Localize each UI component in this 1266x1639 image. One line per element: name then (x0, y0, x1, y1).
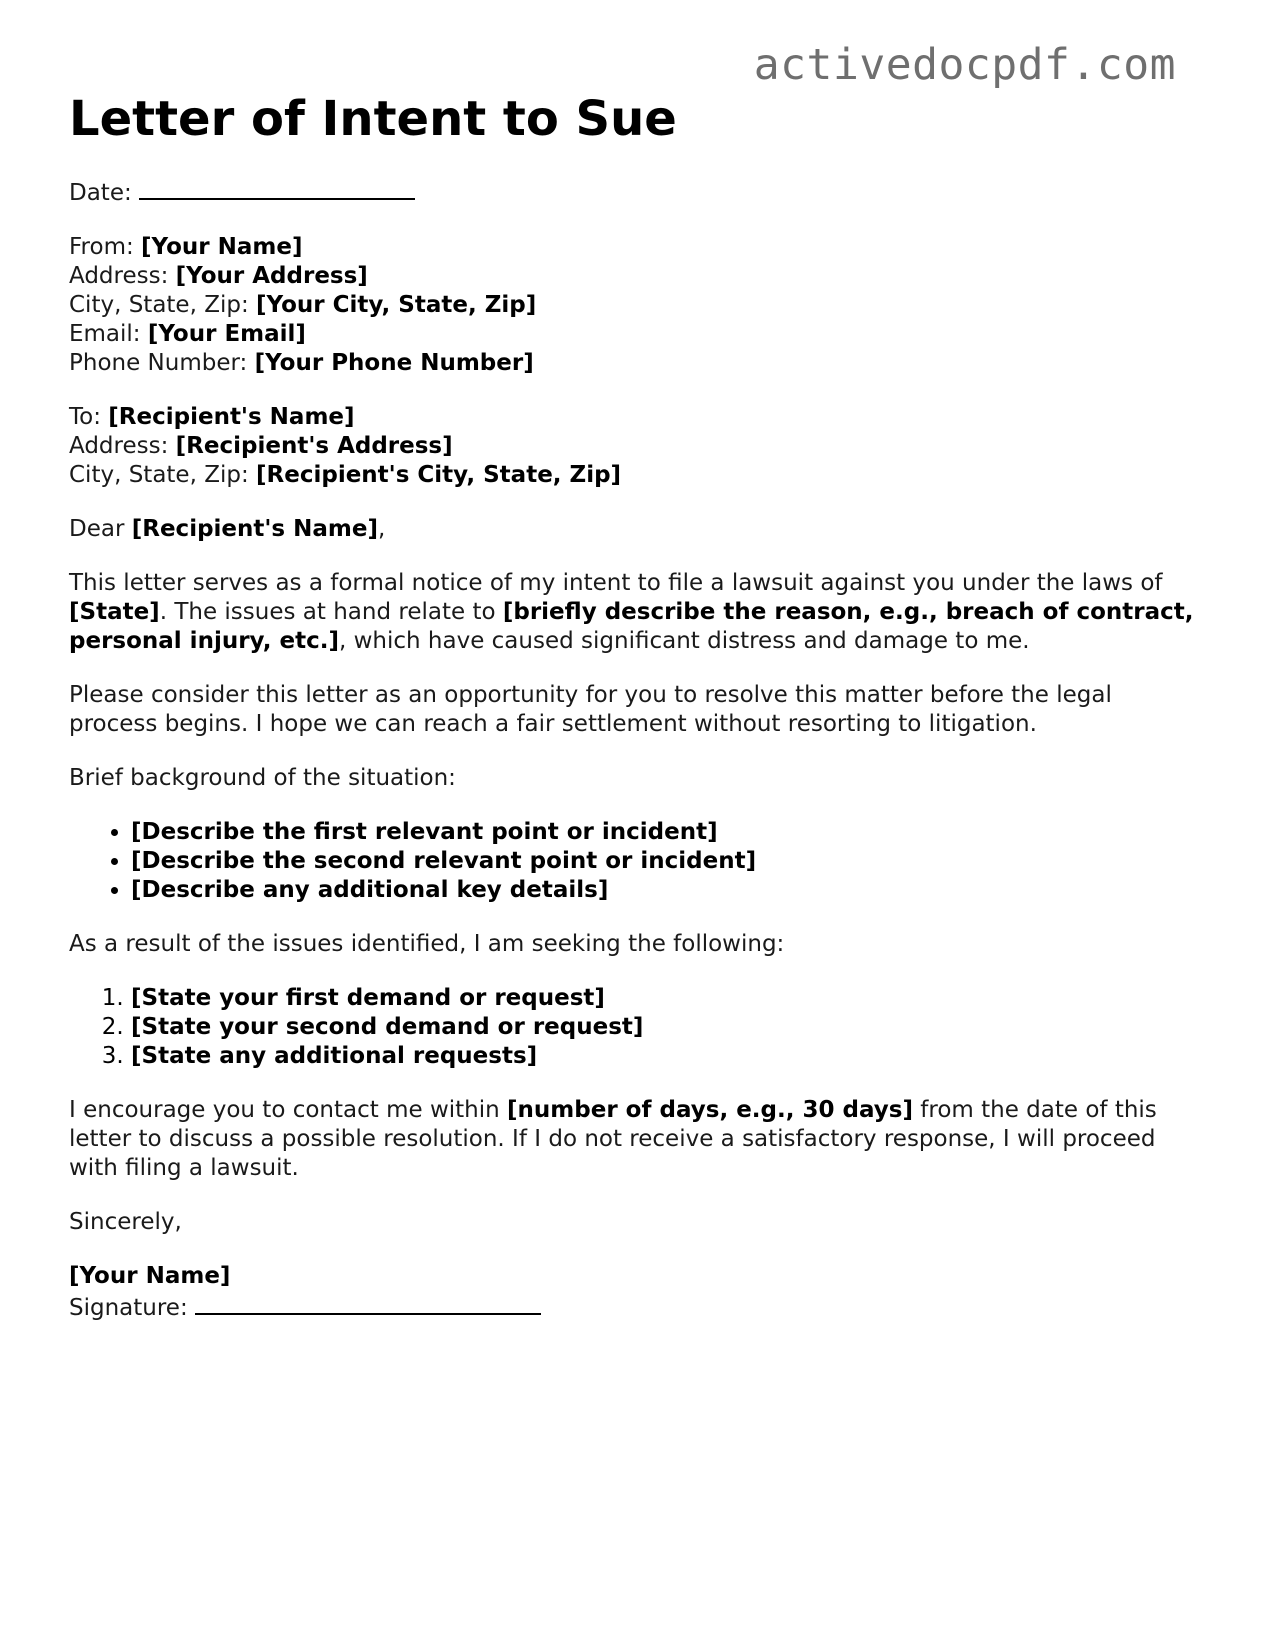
phone-label: Phone Number: (69, 350, 248, 376)
signature-line (69, 1291, 1199, 1323)
recipient-city-line (69, 461, 1199, 490)
sender-city-line (69, 291, 1199, 320)
sender-block (69, 233, 1199, 378)
background-list (69, 818, 1199, 905)
address-label: Address: (69, 263, 169, 289)
intent-text-3: , which have caused significant distress and damage to me. (338, 628, 1030, 654)
signature-blank[interactable] (195, 1291, 541, 1315)
signature-label: Signature: (69, 1295, 188, 1321)
intent-reason: [briefly describe the reason, e.g., breach of contract, personal injury, etc.] (69, 599, 1194, 654)
page-title: Letter of Intent to Sue (69, 91, 677, 147)
from-value: [Your Name] (141, 234, 303, 260)
to-value: [Recipient's Name] (108, 404, 355, 430)
recipient-city-label: City, State, Zip: (69, 462, 249, 488)
to-label: To: (69, 404, 101, 430)
demands-list (69, 984, 1199, 1071)
deadline-text-2: from the date of this letter to discuss a possible resolution. If I do not receive a satisfactory response, I will proceed with filing a lawsuit. (69, 1097, 1157, 1181)
recipient-address-value: [Recipient's Address] (175, 433, 453, 459)
signoff: Sincerely, (69, 1209, 182, 1235)
sender-address-line (69, 262, 1199, 291)
list-item: • [Describe the first relevant point or incident] (131, 818, 1199, 847)
recipient-name-line (69, 403, 1199, 432)
list-item: 2. [State your second demand or request] (131, 1013, 1199, 1042)
list-item: 1. [State your first demand or request] (131, 984, 1199, 1013)
list-item: • [Describe the second relevant point or incident] (131, 847, 1199, 876)
paragraph-deadline (69, 1096, 1199, 1183)
address-value: [Your Address] (175, 263, 368, 289)
salutation (69, 515, 1199, 544)
recipient-city-value: [Recipient's City, State, Zip] (256, 462, 622, 488)
salutation-name: [Recipient's Name] (131, 516, 378, 542)
city-value: [Your City, State, Zip] (256, 292, 537, 318)
deadline-text-1: I encourage you to contact me within (69, 1097, 500, 1123)
recipient-address-label: Address: (69, 433, 169, 459)
intent-text-2: . The issues at hand relate to (159, 599, 496, 625)
recipient-block (69, 403, 1199, 490)
intent-text-1: This letter serves as a formal notice of my intent to file a lawsuit against you under the laws of (69, 570, 1163, 596)
signer-name: [Your Name] (69, 1263, 231, 1289)
email-value: [Your Email] (147, 321, 306, 347)
city-label: City, State, Zip: (69, 292, 249, 318)
date-label: Date: (69, 180, 132, 206)
from-label: From: (69, 234, 134, 260)
intent-state: [State] (69, 599, 160, 625)
list-item: 3. [State any additional requests] (131, 1042, 1199, 1071)
date-line (69, 176, 1199, 208)
salutation-suffix: , (377, 516, 386, 542)
recipient-address-line (69, 432, 1199, 461)
phone-value: [Your Phone Number] (254, 350, 534, 376)
date-blank[interactable] (139, 176, 415, 200)
list-item: • [Describe any additional key details] (131, 876, 1199, 905)
demands-intro: As a result of the issues identified, I am seeking the following: (69, 931, 785, 957)
sender-email-line (69, 320, 1199, 349)
email-label: Email: (69, 321, 141, 347)
paragraph-intent (69, 569, 1199, 656)
sender-name-line (69, 233, 1199, 262)
paragraph-opportunity: Please consider this letter as an opportunity for you to resolve this matter before the legal process begins. I hope we can reach a fair settlement without resorting to litigation. (69, 682, 1112, 737)
deadline-days: [number of days, e.g., 30 days] (507, 1097, 913, 1123)
sender-phone-line (69, 349, 1199, 378)
letter (69, 86, 1199, 1323)
salutation-prefix: Dear (69, 516, 125, 542)
background-intro: Brief background of the situation: (69, 765, 456, 791)
signature-block (69, 1262, 1199, 1323)
watermark: activedocpdf.com (753, 40, 1176, 90)
